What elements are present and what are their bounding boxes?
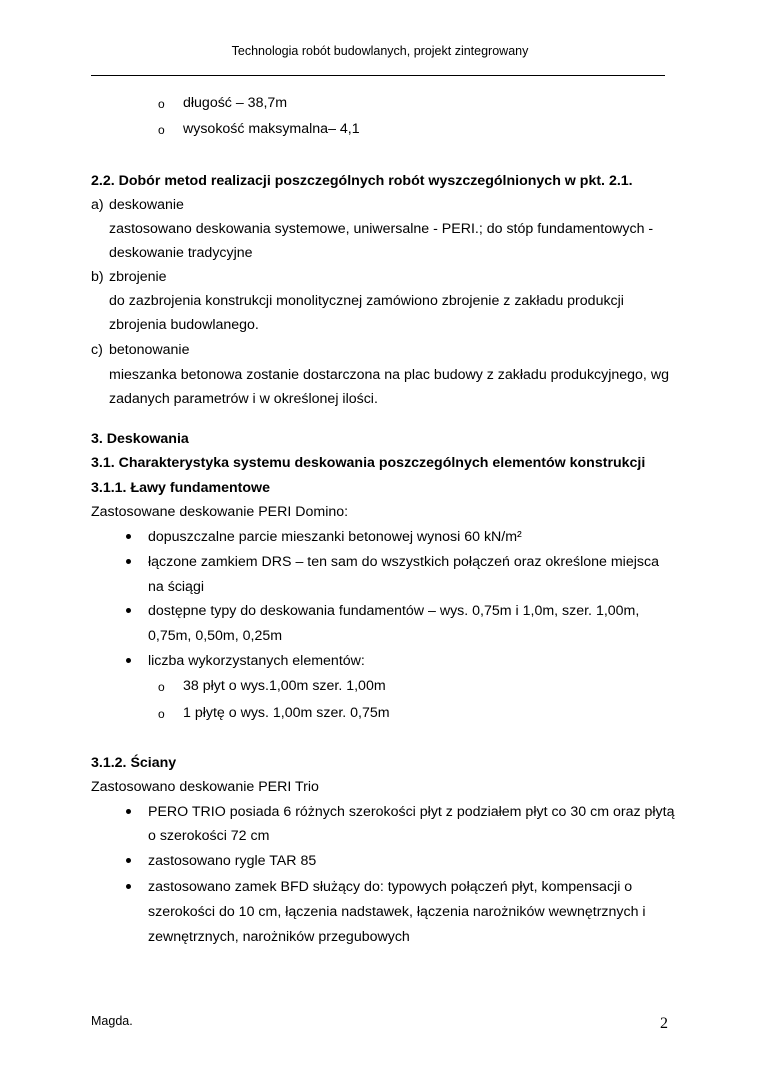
- bullet-icon: [126, 884, 131, 889]
- bullet-icon: [126, 534, 131, 539]
- paragraph-line: deskowanie tradycyjne: [109, 245, 253, 261]
- section-heading: 2.2. Dobór metod realizacji poszczególnych robót wyszczególnionych w pkt. 2.1.: [91, 173, 633, 189]
- list-item: zastosowano rygle TAR 85: [148, 853, 317, 869]
- list-item: dostępne typy do deskowania fundamentów – wys. 0,75m i 1,0m, szer. 1,00m,: [148, 603, 640, 619]
- subsection-heading: 3.1.2. Ściany: [91, 755, 177, 771]
- list-marker: c): [91, 342, 103, 358]
- paragraph-line: Zastosowano deskowanie PERI Trio: [91, 779, 319, 795]
- paragraph-line: mieszanka betonowa zostanie dostarczona na plac budowy z zakładu produkcyjnego, wg: [109, 367, 669, 383]
- circle-bullet-icon: o: [158, 707, 165, 721]
- list-item: na ściągi: [148, 579, 204, 595]
- circle-bullet-icon: o: [158, 97, 165, 111]
- section-heading: 3. Deskowania: [91, 431, 189, 447]
- list-item: PERO TRIO posiada 6 różnych szerokości płyt z podziałem płyt co 30 cm oraz płytą: [148, 804, 675, 820]
- page-number: 2: [660, 1015, 668, 1032]
- list-item-title: zbrojenie: [109, 269, 167, 285]
- list-item: długość – 38,7m: [183, 95, 288, 111]
- list-item: dopuszczalne parcie mieszanki betonowej wynosi 60 kN/m²: [148, 529, 522, 545]
- list-item: o szerokości 72 cm: [148, 828, 270, 844]
- circle-bullet-icon: o: [158, 680, 165, 694]
- bullet-icon: [126, 608, 131, 613]
- paragraph-line: do zazbrojenia konstrukcji monolitycznej zamówiono zbrojenie z zakładu produkcji: [109, 293, 624, 309]
- list-item: wysokość maksymalna– 4,1: [183, 121, 360, 137]
- list-marker: a): [91, 197, 104, 213]
- paragraph-line: zastosowano deskowania systemowe, uniwersalne - PERI.; do stóp fundamentowych -: [109, 221, 654, 237]
- list-item: zastosowano zamek BFD służący do: typowych połączeń płyt, kompensacji o: [148, 879, 633, 895]
- subsection-heading: 3.1.1. Ławy fundamentowe: [91, 480, 270, 496]
- paragraph-line: Zastosowane deskowanie PERI Domino:: [91, 504, 349, 520]
- list-item: 1 płytę o wys. 1,00m szer. 0,75m: [183, 705, 390, 721]
- list-item: liczba wykorzystanych elementów:: [148, 653, 365, 669]
- list-marker: b): [91, 269, 104, 285]
- bullet-icon: [126, 858, 131, 863]
- list-item: zewnętrznych, narożników przegubowych: [148, 929, 410, 945]
- footer-author: Magda.: [91, 1014, 133, 1028]
- list-item-title: betonowanie: [109, 342, 190, 358]
- bullet-icon: [126, 559, 131, 564]
- subsection-heading: 3.1. Charakterystyka systemu deskowania poszczególnych elementów konstrukcji: [91, 455, 646, 471]
- circle-bullet-icon: o: [158, 123, 165, 137]
- page-header: Technologia robót budowlanych, projekt zintegrowany: [231, 44, 529, 58]
- bullet-icon: [126, 809, 131, 814]
- paragraph-line: zbrojenia budowlanego.: [109, 317, 259, 333]
- list-item-title: deskowanie: [109, 197, 184, 213]
- paragraph-line: zadanych parametrów i w określonej ilości.: [109, 391, 378, 407]
- list-item: 38 płyt o wys.1,00m szer. 1,00m: [183, 678, 386, 694]
- header-divider: [91, 75, 665, 76]
- bullet-icon: [126, 658, 131, 663]
- list-item: szerokości do 10 cm, łączenia nadstawek, łączenia narożników wewnętrznych i: [148, 904, 646, 920]
- list-item: 0,75m, 0,50m, 0,25m: [148, 628, 283, 644]
- list-item: łączone zamkiem DRS – ten sam do wszystkich połączeń oraz określone miejsca: [148, 554, 659, 570]
